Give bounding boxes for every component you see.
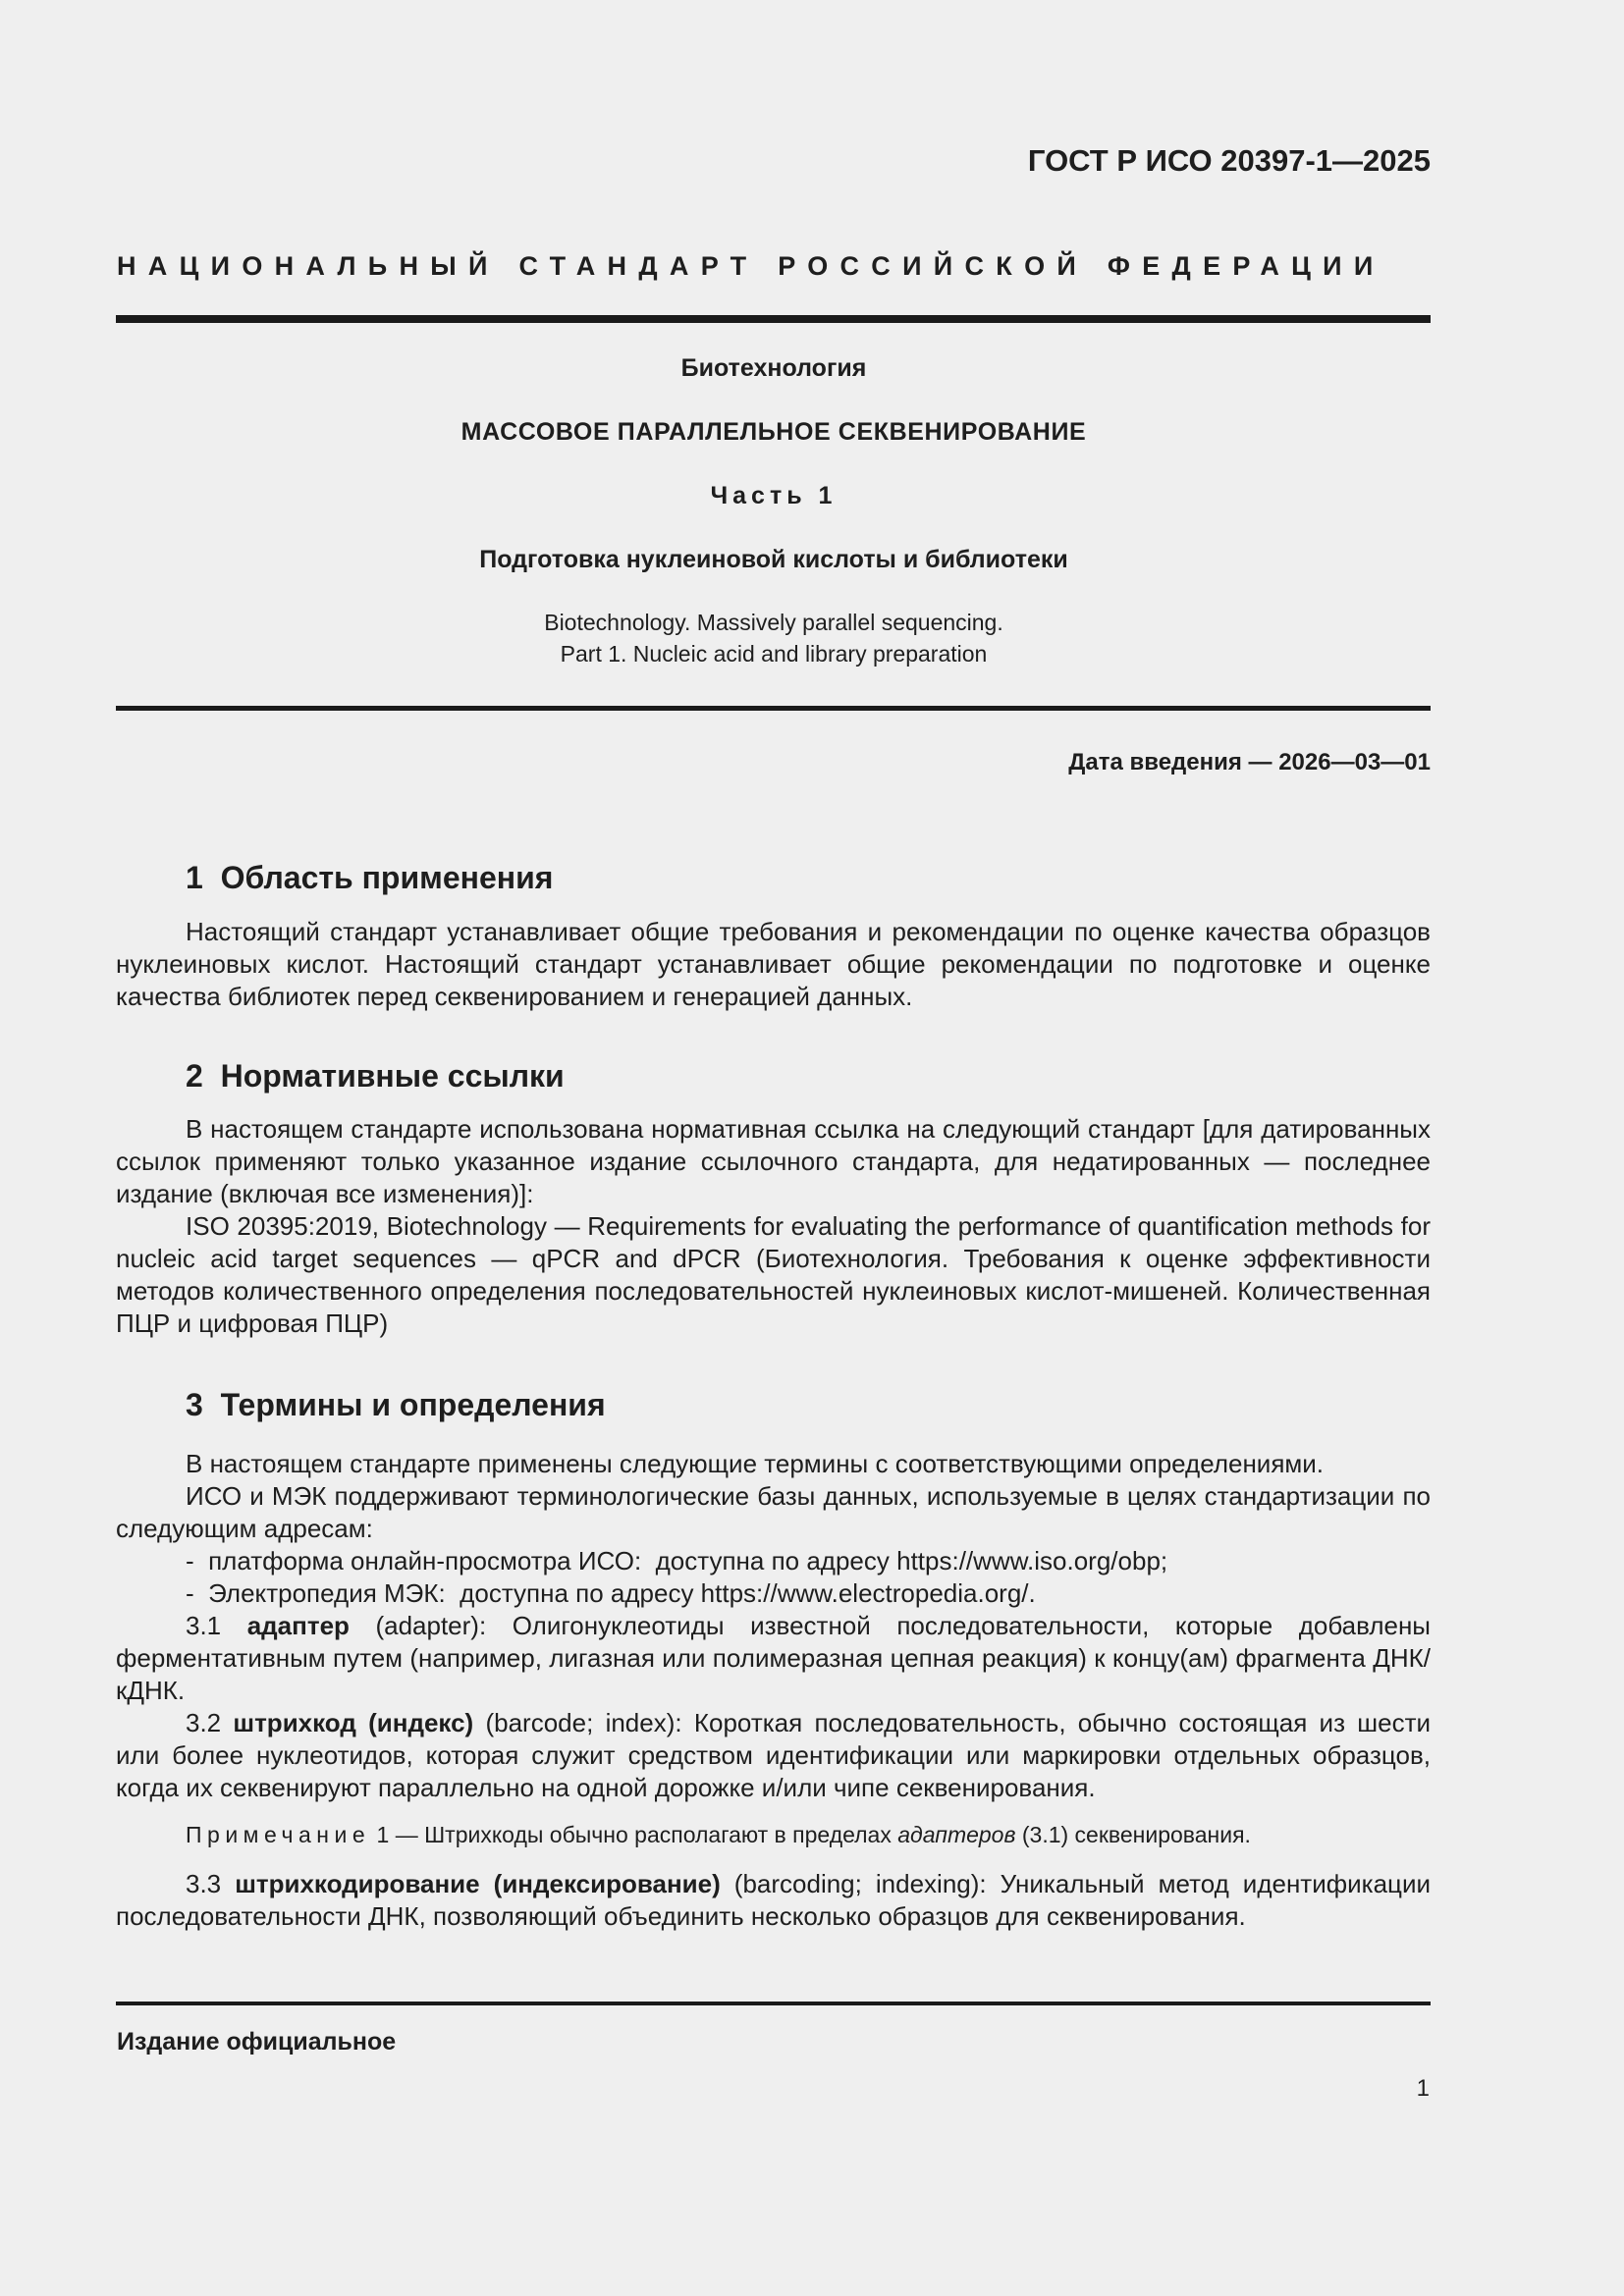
term-name: штрихкод (индекс) [233, 1708, 474, 1737]
document-code: ГОСТ Р ИСО 20397-1—2025 [1027, 143, 1431, 178]
note-tail-text: (3.1) секвенирования. [1015, 1822, 1251, 1847]
header-rule [116, 315, 1431, 323]
term-number: 3.1 [186, 1611, 247, 1640]
term-number: 3.3 [186, 1869, 236, 1898]
page-number: 1 [1416, 2075, 1430, 2102]
note-barcode [186, 1820, 1431, 1849]
section-heading-terms: 3 Термины и определения [186, 1387, 606, 1422]
list-item-iso-obp: - платформа онлайн-просмотра ИСО: доступна по адресу https://www.iso.org/obp; [186, 1546, 1168, 1575]
terms-intro-paragraph: В настоящем стандарте применены следующие термины с соответствующими определениями. [186, 1449, 1325, 1478]
term-definition-adapter [116, 1610, 1431, 1707]
scope-paragraph: Настоящий стандарт устанавливает общие требования и рекомендации по оценке качества образцов нуклеиновых кислот. Настоящий стандарт устанавливает общие рекомендации по подготовке и оценке качества библиотек перед секвенированием и генерацией данных. [116, 917, 1431, 1011]
english-title-line-2: Part 1. Nucleic acid and library preparation [560, 641, 988, 667]
english-title-line-1: Biotechnology. Massively parallel sequencing. [544, 610, 1003, 635]
note-number-text: 1 — Штрихкоды обычно располагают в пределах [370, 1822, 898, 1847]
title-block-rule [116, 706, 1431, 711]
term-definition-text: (adapter): Олигонуклеотиды известной последовательности, которые добавлены ферментативным путем (например, лигазная или полимеразная цепная реакция) к концу(ам) фрагмента ДНК/кДНК. [116, 1611, 1431, 1705]
part-title: Часть 1 [710, 482, 838, 509]
term-number: 3.2 [186, 1708, 234, 1737]
terminology-databases-paragraph: ИСО и МЭК поддерживают терминологические базы данных, используемые в целях стандартизации по следующим адресам: [116, 1481, 1431, 1543]
introduction-date: Дата введения — 2026—03—01 [1068, 749, 1431, 775]
term-name: штрихкодирование (индексирование) [235, 1869, 721, 1898]
english-title [117, 607, 1431, 669]
term-definition-text: (barcoding; indexing): Уникальный метод идентификации последовательности ДНК, позволяющий объединить несколько образцов для секвенирования. [116, 1869, 1431, 1931]
list-item-electropedia: - Электропедия МЭК: доступна по адресу https://www.electropedia.org/. [186, 1578, 1036, 1608]
note-italic-term: адаптеров [897, 1822, 1016, 1847]
footer-rule [116, 2002, 1431, 2005]
subtitle: Подготовка нуклеиновой кислоты и библиотеки [479, 546, 1068, 573]
section-heading-normative-references: 2 Нормативные ссылки [186, 1058, 565, 1094]
term-definition-barcoding [116, 1868, 1431, 1933]
term-definition-text: (barcode; index): Короткая последовательность, обычно состоящая из шести или более нуклеотидов, которая служит средством идентификации или маркировки отдельных образцов, когда их секвенируют параллельно на одной дорожке и/или чипе секвенирования. [116, 1708, 1432, 1802]
official-edition-label: Издание официальное [117, 2028, 397, 2056]
normative-reference-item: ISO 20395:2019, Biotechnology — Requirements for evaluating the performance of quantification methods for nucleic acid target sequences — qPCR and dPCR (Биотехнология. Требования к оценке эффективности методов количественного определения последовательностей нуклеиновых кислот-мишеней. Количественная ПЦР и цифровая ПЦР) [116, 1211, 1431, 1338]
normative-references-paragraph: В настоящем стандарте использована нормативная ссылка на следующий стандарт [для датированных ссылок применяют только указанное издание ссылочного стандарта, для недатированных — последнее издание (включая все изменения)]: [116, 1114, 1431, 1208]
subject-title: Биотехнология [680, 354, 867, 382]
main-title: МАССОВОЕ ПАРАЛЛЕЛЬНОЕ СЕКВЕНИРОВАНИЕ [460, 418, 1087, 446]
section-heading-scope: 1 Область применения [186, 860, 554, 895]
term-name: адаптер [246, 1611, 350, 1640]
note-label: Примечание [186, 1822, 371, 1847]
term-definition-barcode [116, 1707, 1431, 1804]
standard-banner: НАЦИОНАЛЬНЫЙ СТАНДАРТ РОССИЙСКОЙ ФЕДЕРАЦИИ [117, 251, 1385, 281]
